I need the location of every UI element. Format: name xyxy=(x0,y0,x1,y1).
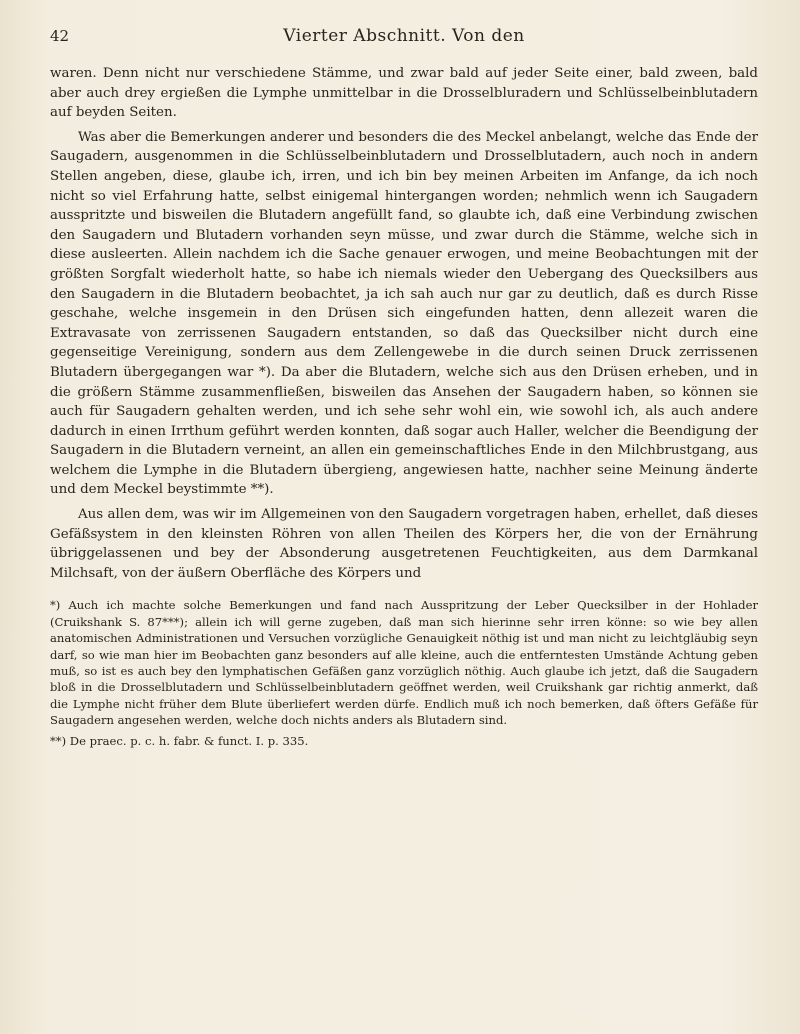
running-head: Vierter Abschnitt. Von den xyxy=(283,26,525,46)
paragraph: waren. Denn nicht nur verschiedene Stämme, und zwar bald auf jeder Seite einer, bald zween, bald aber auch drey ergießen die Lymphe unmittelbar in die Drosselbluradern und Schlüsselbeinblutadern auf beyden Seiten. xyxy=(50,66,758,121)
footnote: *) Auch ich machte solche Bemerkungen und fand nach Ausspritzung der Leber Quecksilber in der Hohlader (Cruikshank S. 87***); allein ich will gerne zugeben, daß man sich hierinne sehr irren könne: so wie bey allen anatomischen Administrationen und Versuchen vorzügliche Genauigkeit nöthig ist und man nicht zu leichtgläubig seyn darf, so wie man hier im Beobachten ganz besonders auf alle kleine, auch die entferntesten Umstände Achtung geben muß, so ist es auch bey den lymphatischen Gefäßen ganz vorzüglich nöthig. Auch glaube ich jetzt, daß die Saugadern bloß in die Drosselblutadern und Schlüsselbeinblutadern geöffnet werden, weil Cruikshank gar richtig anmerkt, daß die Lymphe nicht früher dem Blute überliefert werden dürfe. Endlich muß ich noch bemerken, daß öfters Gefäße für Saugadern angesehen werden, welche doch nichts anders als Blutadern sind. xyxy=(50,598,758,728)
page-number: 42 xyxy=(50,27,70,45)
paragraph: Aus allen dem, was wir im Allgemeinen von den Saugadern vorgetragen haben, erhellet, daß dieses Gefäßsystem in den kleinsten Röhren von allen Theilen des Körpers her, die von der Ernährung übriggelassenen und bey der Absonderung ausgetretenen Feuchtigkeiten, aus dem Darmkanal Milchsaft, von der äußern Oberfläche des Körpers und xyxy=(50,507,758,581)
page-header xyxy=(50,26,758,50)
footnote: **) De praec. p. c. h. fabr. & funct. I. p. 335. xyxy=(50,733,309,748)
paragraph: Was aber die Bemerkungen anderer und besonders die des Meckel anbelangt, welche das Ende der Saugadern, ausgenommen in die Schlüsselbeinblutadern und Drosselblutadern, auch noch in andern Stellen angeben, diese, glaube ich, irren, und ich bin bey meinen Arbeiten im Anfange, da ich noch nicht so viel Erfahrung hatte, selbst einigemal hintergangen worden; nehmlich wenn ich Saugadern ausspritzte und bisweilen die Blutadern angefüllt fand, so glaubte ich, daß eine Verbindung zwischen den Saugadern und Blutadern vorhanden seyn müsse, und zwar durch die Stämme, welche sich in diese ausleerten. Allein nachdem ich die Sache genauer erwogen, und meine Beobachtungen mit der größten Sorgfalt wiederholt hatte, so habe ich niemals wieder den Uebergang des Quecksilbers aus den Saugadern in die Blutadern beobachtet, ja ich sah auch nur gar zu deutlich, daß es durch Risse geschahe, welche insgemein in den Drüsen sich eingefunden hatten, denn allezeit waren die Extravasate von zerrissenen Saugadern entstanden, so daß das Quecksilber nicht durch eine gegenseitige Vereinigung, sondern aus dem Zellengewebe in die durch seinen Druck zerrissenen Blutadern übergegangen war *). Da aber die Blutadern, welche sich aus den Drüsen erheben, und in die größern Stämme zusammenfließen, bisweilen das Ansehen der Saugadern haben, so können sie auch für Saugadern gehalten werden, und ich sehe sehr wohl ein, wie sowohl ich, als auch andere dadurch in einen Irrthum geführt werden konnten, daß sogar auch Haller, welcher die Beendigung der Saugadern in die Blutadern verneint, an allen ein gemeinschaftliches Ende in den Milchbrustgang, aus welchem die Lymphe in die Blutadern übergieng, angewiesen hatte, nachher seine Meinung änderte und dem Meckel beystimmte **). xyxy=(50,129,758,498)
body-text xyxy=(50,64,758,583)
footnotes xyxy=(50,589,758,749)
